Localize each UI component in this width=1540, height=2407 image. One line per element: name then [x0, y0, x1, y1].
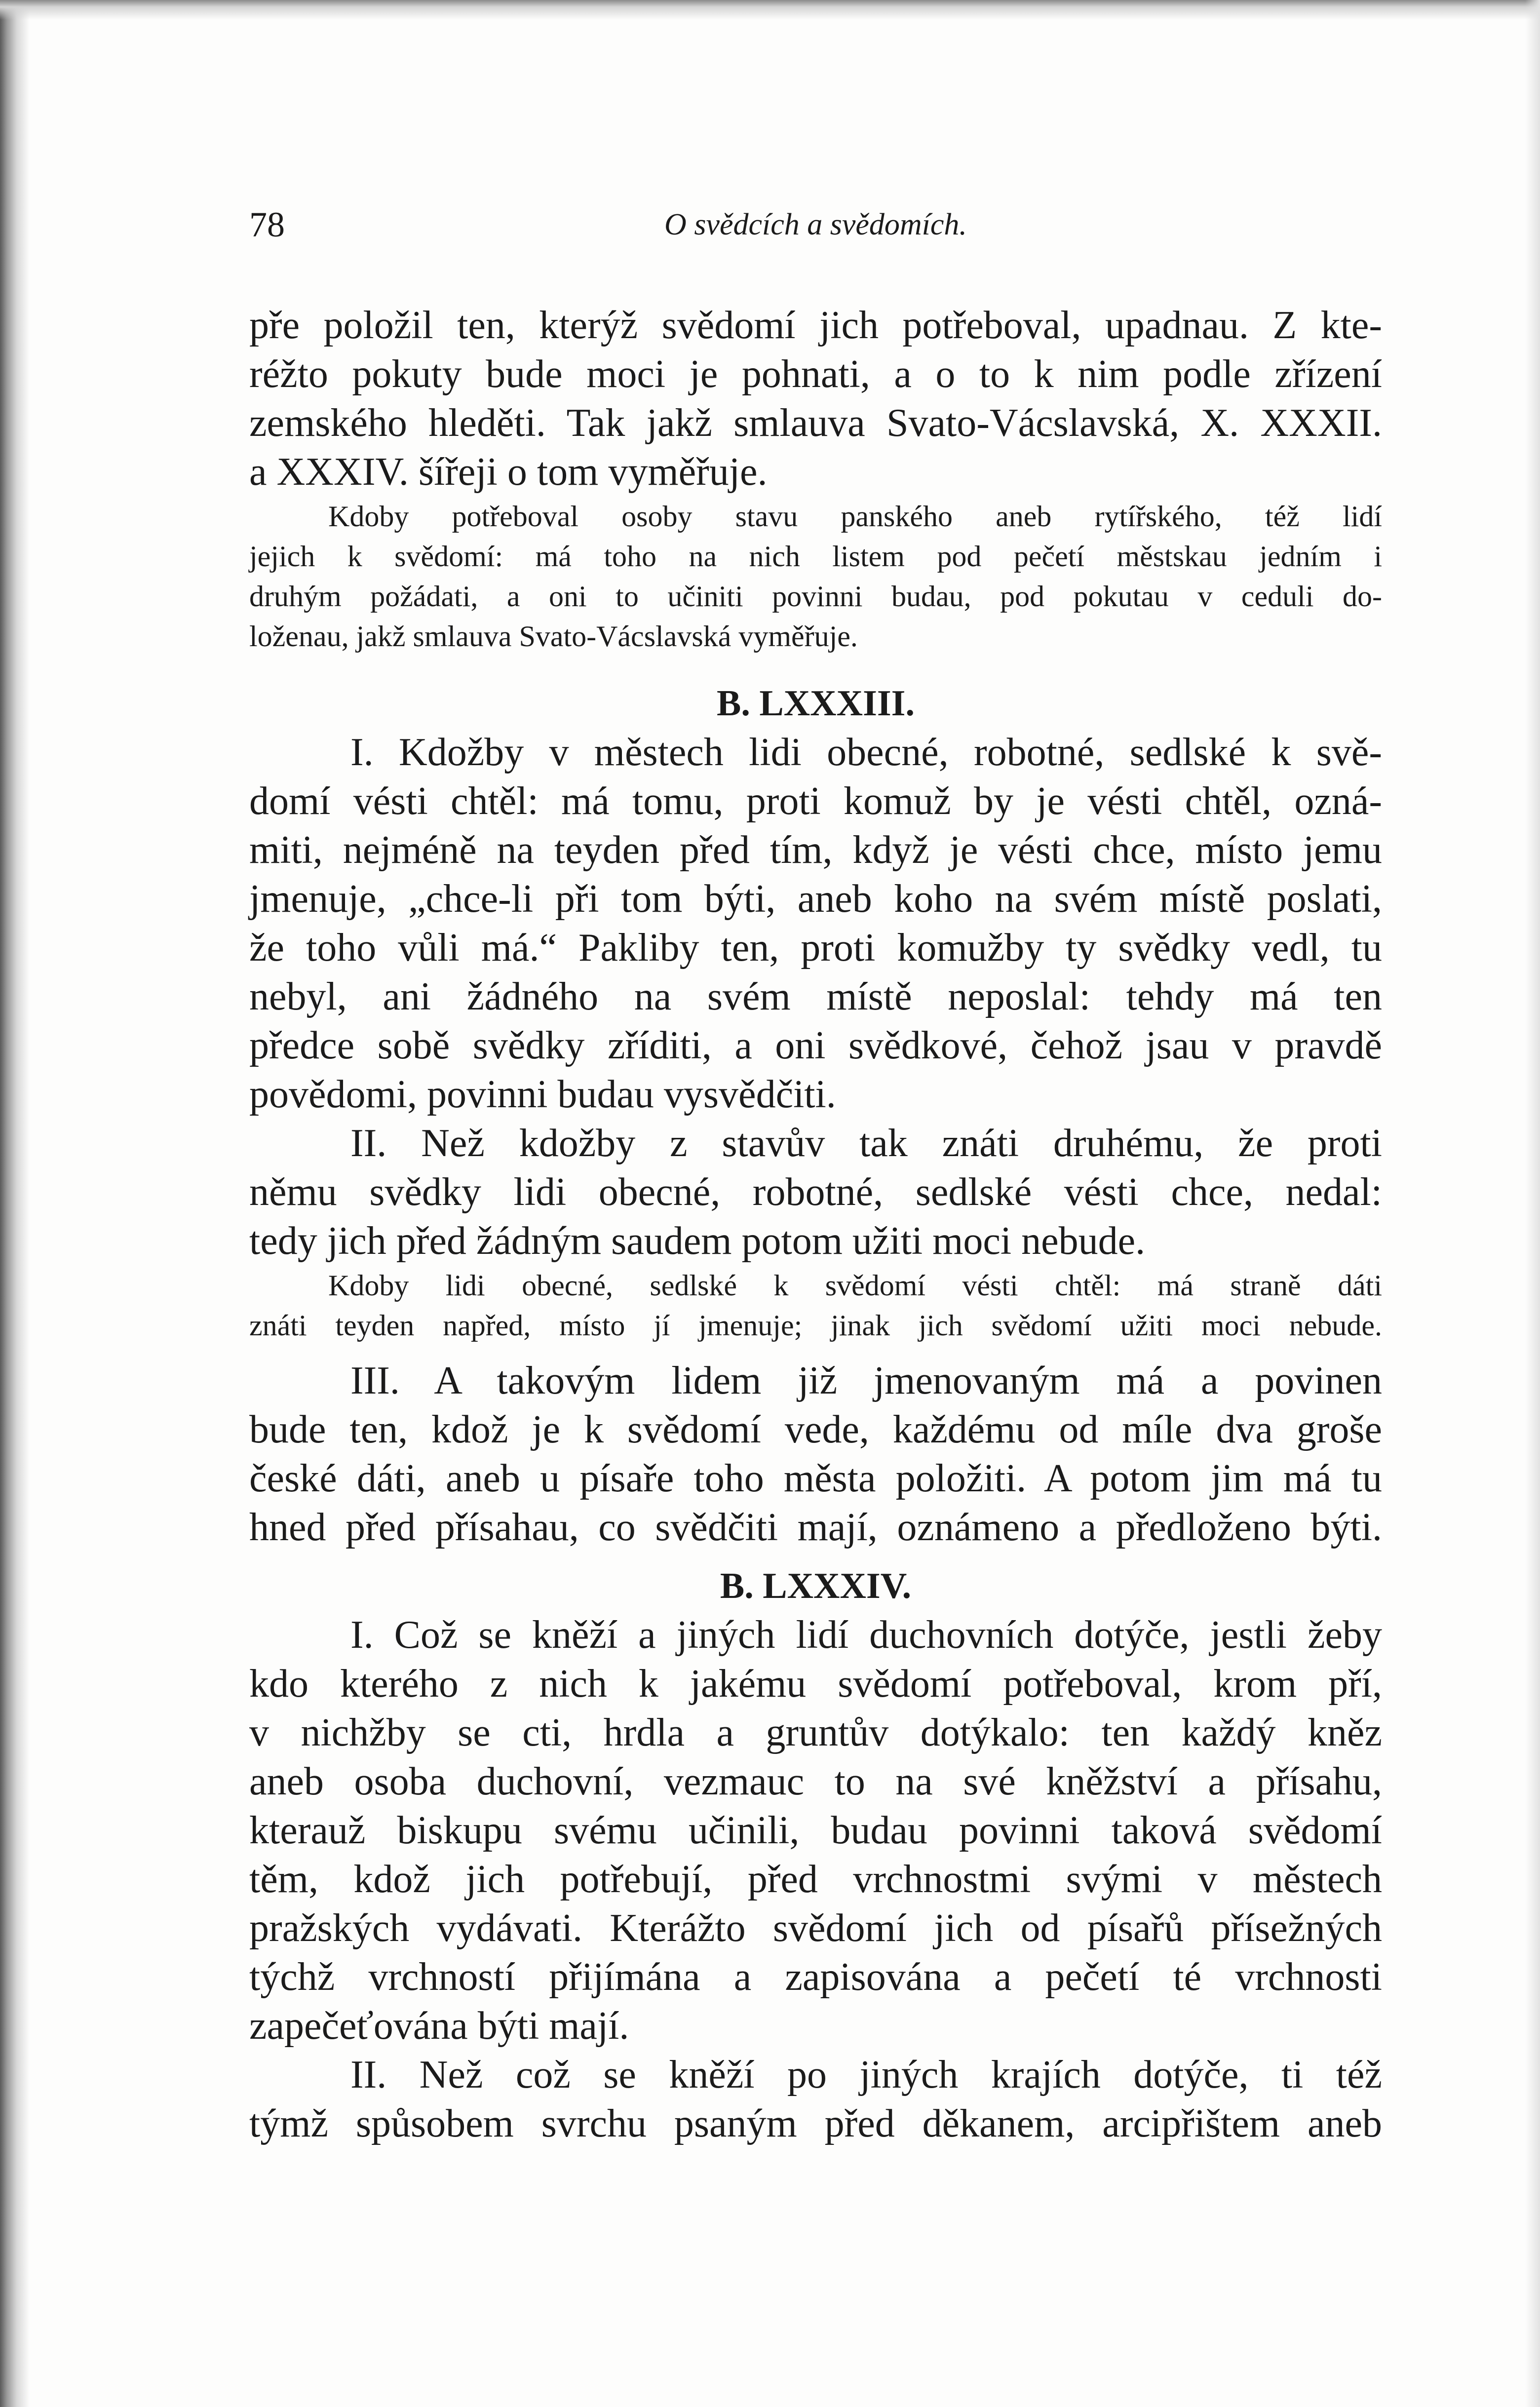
section-heading: [249, 1562, 1382, 1611]
text-line: aneb osoba duchovní, vezmauc to na své kněžství a přísahu,: [249, 1760, 1382, 1803]
text-line: předce sobě svědky zříditi, a oni svědkové, čehož jsau v pravdě: [249, 1024, 1382, 1067]
text-line: týchž vrchností přijímána a zapisována a pečetí té vrchnosti: [249, 1955, 1382, 1999]
text-line: jejich k svědomí: má toho na nich listem pod pečetí městskau jedním i: [249, 540, 1382, 573]
text-line: znáti teyden napřed, místo jí jmenuje; jinak jich svědomí užiti moci nebude.: [249, 1309, 1382, 1342]
running-title: O svědcích a svědomích.: [664, 208, 967, 241]
text-line: B. LXXXIV.: [720, 1566, 912, 1606]
text-line: tedy jich před žádným saudem potom užiti moci nebude.: [249, 1219, 1146, 1263]
paragraph: [249, 1119, 1382, 1266]
text-line: české dáti, aneb u písaře toho města položiti. A potom jim má tu: [249, 1457, 1382, 1500]
scan-edge-top: [0, 0, 1540, 20]
paragraph: [249, 2051, 1382, 2148]
text-line: kdo kterého z nich k jakému svědomí potřeboval, krom pří,: [249, 1662, 1382, 1706]
text-line: domí vésti chtěl: má tomu, proti komuž by je vésti chtěl, ozná-: [249, 779, 1382, 823]
text-line: a XXXIV. šířeji o tom vyměřuje.: [249, 450, 768, 494]
text-line: že toho vůli má.“ Pakliby ten, proti komužby ty svědky vedl, tu: [249, 926, 1382, 970]
summary-paragraph: [249, 497, 1382, 657]
text-line: réžto pokuty bude moci je pohnati, a o to k nim podle zřízení: [249, 352, 1382, 396]
text-line: hned před přísahau, co svědčiti mají, oznámeno a předloženo býti.: [249, 1506, 1382, 1549]
text-line: II. Než což se kněží po jiných krajích dotýče, ti též: [350, 2053, 1382, 2096]
text-line: zemského hleděti. Tak jakž smlauva Svato-Vácslavská, X. XXXII.: [249, 401, 1382, 445]
text-line: jmenuje, „chce-li při tom býti, aneb koho na svém místě poslati,: [249, 877, 1382, 921]
text-line: týmž spůsobem svrchu psaným před děkanem, arcipřištem aneb: [249, 2102, 1382, 2145]
text-line: v nichžby se cti, hrdla a gruntův dotýkalo: ten každý kněz: [249, 1711, 1382, 1754]
text-line: Kdoby potřeboval osoby stavu panského aneb rytířského, též lidí: [328, 500, 1382, 533]
paragraph: [249, 1611, 1382, 2051]
text-line: těm, kdož jich potřebují, před vrchnostmi svými v městech: [249, 1858, 1382, 1901]
text-line: miti, nejméně na teyden před tím, když je vésti chce, místo jemu: [249, 828, 1382, 872]
text-line: kterauž biskupu svému učinili, budau povinni taková svědomí: [249, 1809, 1382, 1852]
text-line: povědomi, povinni budau vysvědčiti.: [249, 1073, 836, 1116]
text-line: I. Což se kněží a jiných lidí duchovních dotýče, jestli žeby: [350, 1613, 1382, 1657]
text-line: I. Kdožby v městech lidi obecné, robotné, sedlské k svě-: [350, 731, 1382, 774]
text-line: nebyl, ani žádného na svém místě neposlal: tehdy má ten: [249, 975, 1382, 1018]
text-line: loženau, jakž smlauva Svato-Vácslavská vyměřuje.: [249, 620, 858, 653]
text-line: zapečeťována býti mají.: [249, 2004, 629, 2048]
text-line: III. A takovým lidem již jmenovaným má a povinen: [350, 1359, 1382, 1402]
text-line: druhým požádati, a oni to učiniti povinni budau, pod pokutau v ceduli do-: [249, 580, 1382, 613]
page-header: [249, 202, 1382, 247]
text-line: II. Než kdožby z stavův tak znáti druhému, že proti: [350, 1122, 1382, 1165]
page-number: 78: [249, 205, 285, 244]
scan-edge-left: [0, 0, 30, 2407]
text-line: Kdoby lidi obecné, sedlské k svědomí vésti chtěl: má straně dáti: [328, 1269, 1382, 1302]
text-line: pře položil ten, kterýž svědomí jich potřeboval, upadnau. Z kte-: [249, 304, 1382, 347]
text-line: B. LXXXIII.: [717, 683, 915, 724]
page-body: [249, 301, 1382, 2148]
text-line: němu svědky lidi obecné, robotné, sedlské vésti chce, nedal:: [249, 1170, 1382, 1214]
paragraph: [249, 1357, 1382, 1552]
text-line: bude ten, kdož je k svědomí vede, každému od míle dva groše: [249, 1408, 1382, 1451]
paragraph: [249, 728, 1382, 1119]
section-heading: [249, 679, 1382, 728]
summary-paragraph: [249, 1266, 1382, 1346]
text-line: pražských vydávati. Kterážto svědomí jich od písařů přísežných: [249, 1906, 1382, 1950]
scan-edge-right: [1525, 0, 1540, 2407]
paragraph: [249, 301, 1382, 497]
